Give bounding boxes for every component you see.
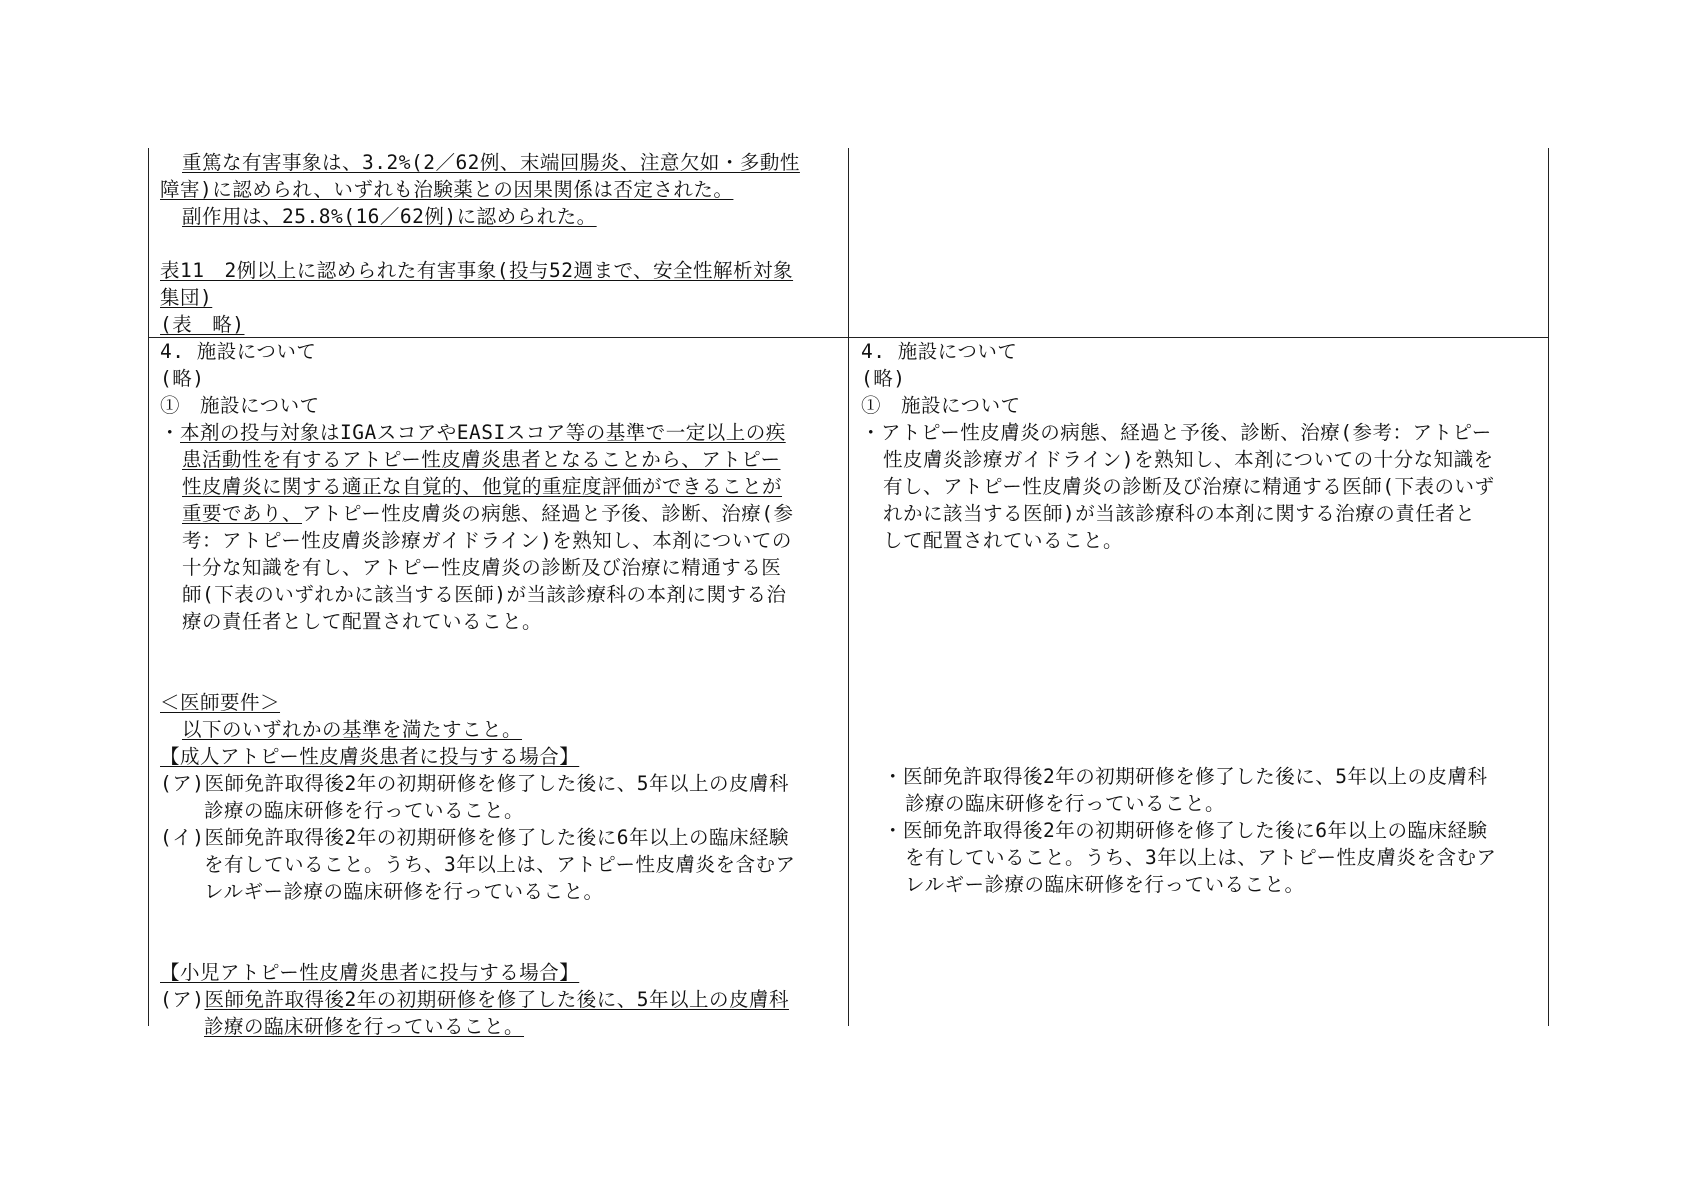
left-facility-cell xyxy=(160,338,840,1040)
doctor-requirements-heading: ＜医師要件＞ xyxy=(160,691,281,714)
facility-paragraph-line: 患活動性を有するアトピー性皮膚炎患者となることから、アトピー xyxy=(182,448,781,471)
table-left-border xyxy=(148,148,149,1026)
adult-requirement-i: (イ)医師免許取得後2年の初期研修を修了した後に6年以上の臨床経験 xyxy=(160,826,789,849)
table11-caption-line-2: 集団) xyxy=(160,286,213,309)
doctor-requirements-intro: 以下のいずれかの基準を満たすこと。 xyxy=(182,718,523,741)
facility-paragraph-line: れかに該当する医師)が当該診療科の本剤に関する治療の責任者と xyxy=(883,502,1476,525)
top-left-cell xyxy=(160,149,840,338)
facility-paragraph-line: 師(下表のいずれかに該当する医師)が当該診療科の本剤に関する治 xyxy=(182,583,787,606)
omitted-note: (略) xyxy=(861,367,906,390)
facility-paragraph-line: 療の責任者として配置されていること。 xyxy=(182,610,543,633)
facility-paragraph-line: ・アトピー性皮膚炎の病態、経過と予後、診断、治療(参考：アトピー xyxy=(861,421,1492,444)
adult-requirement-i-cont: を有していること。うち、3年以上は、アトピー性皮膚炎を含むア xyxy=(204,853,796,876)
section-heading: 4. 施設について xyxy=(160,340,317,363)
requirement-item-2-cont: レルギー診療の臨床研修を行っていること。 xyxy=(905,873,1305,896)
adverse-reaction-line: 副作用は、25.8%(16／62例)に認められた。 xyxy=(182,205,597,228)
table-right-border xyxy=(1548,148,1549,1026)
requirement-item-1: ・医師免許取得後2年の初期研修を修了した後に、5年以上の皮膚科 xyxy=(883,765,1488,788)
facility-paragraph-line: 考：アトピー性皮膚炎診療ガイドライン)を熟知し、本剤についての xyxy=(182,529,792,552)
adult-requirement-a: (ア)医師免許取得後2年の初期研修を修了した後に、5年以上の皮膚科 xyxy=(160,772,789,795)
bullet: ・ xyxy=(861,421,882,444)
sub-heading: ① 施設について xyxy=(160,394,320,417)
serious-ae-line-2: 障害)に認められ、いずれも治験薬との因果関係は否定された。 xyxy=(160,178,734,201)
facility-paragraph-line: 性皮膚炎診療ガイドライン)を熟知し、本剤についての十分な知識を xyxy=(883,448,1494,471)
right-requirements-list xyxy=(883,763,1543,898)
child-requirement-a-cont: 診療の臨床研修を行っていること。 xyxy=(204,1015,525,1038)
facility-paragraph-line: 重要であり、アトピー性皮膚炎の病態、経過と予後、診断、治療(参 xyxy=(182,502,794,525)
omitted-note: (略) xyxy=(160,367,205,390)
requirement-item-2: ・医師免許取得後2年の初期研修を修了した後に6年以上の臨床経験 xyxy=(883,819,1488,842)
child-requirement-a: (ア)医師免許取得後2年の初期研修を修了した後に、5年以上の皮膚科 xyxy=(160,988,789,1011)
sub-heading: ① 施設について xyxy=(861,394,1021,417)
adult-requirement-i-cont: レルギー診療の臨床研修を行っていること。 xyxy=(204,880,604,903)
table-omitted-note: (表 略) xyxy=(160,313,245,336)
table11-caption-line-1: 表11 2例以上に認められた有害事象(投与52週まで、安全性解析対象 xyxy=(160,259,794,282)
requirement-item-2-cont: を有していること。うち、3年以上は、アトピー性皮膚炎を含むア xyxy=(905,846,1497,869)
right-facility-cell xyxy=(861,338,1541,554)
facility-paragraph-line: して配置されていること。 xyxy=(883,529,1124,552)
facility-paragraph-line: ・本剤の投与対象はIGAスコアやEASIスコア等の基準で一定以上の疾 xyxy=(160,421,786,444)
facility-paragraph-line: 十分な知識を有し、アトピー性皮膚炎の診断及び治療に精通する医 xyxy=(182,556,782,579)
serious-ae-line-1: 重篤な有害事象は、3.2%(2／62例、末端回腸炎、注意欠如・多動性 xyxy=(182,151,800,174)
adult-requirement-a-cont: 診療の臨床研修を行っていること。 xyxy=(204,799,525,822)
requirement-item-1-cont: 診療の臨床研修を行っていること。 xyxy=(905,792,1226,815)
facility-paragraph-line: 有し、アトピー性皮膚炎の診断及び治療に精通する医師(下表のいず xyxy=(883,475,1495,498)
bullet: ・ xyxy=(160,421,181,444)
facility-paragraph-line: 性皮膚炎に関する適正な自覚的、他覚的重症度評価ができることが xyxy=(182,475,783,498)
adult-patients-heading: 【成人アトピー性皮膚炎患者に投与する場合】 xyxy=(160,745,580,768)
section-heading: 4. 施設について xyxy=(861,340,1018,363)
child-patients-heading: 【小児アトピー性皮膚炎患者に投与する場合】 xyxy=(160,961,580,984)
table-center-divider xyxy=(848,148,849,1026)
